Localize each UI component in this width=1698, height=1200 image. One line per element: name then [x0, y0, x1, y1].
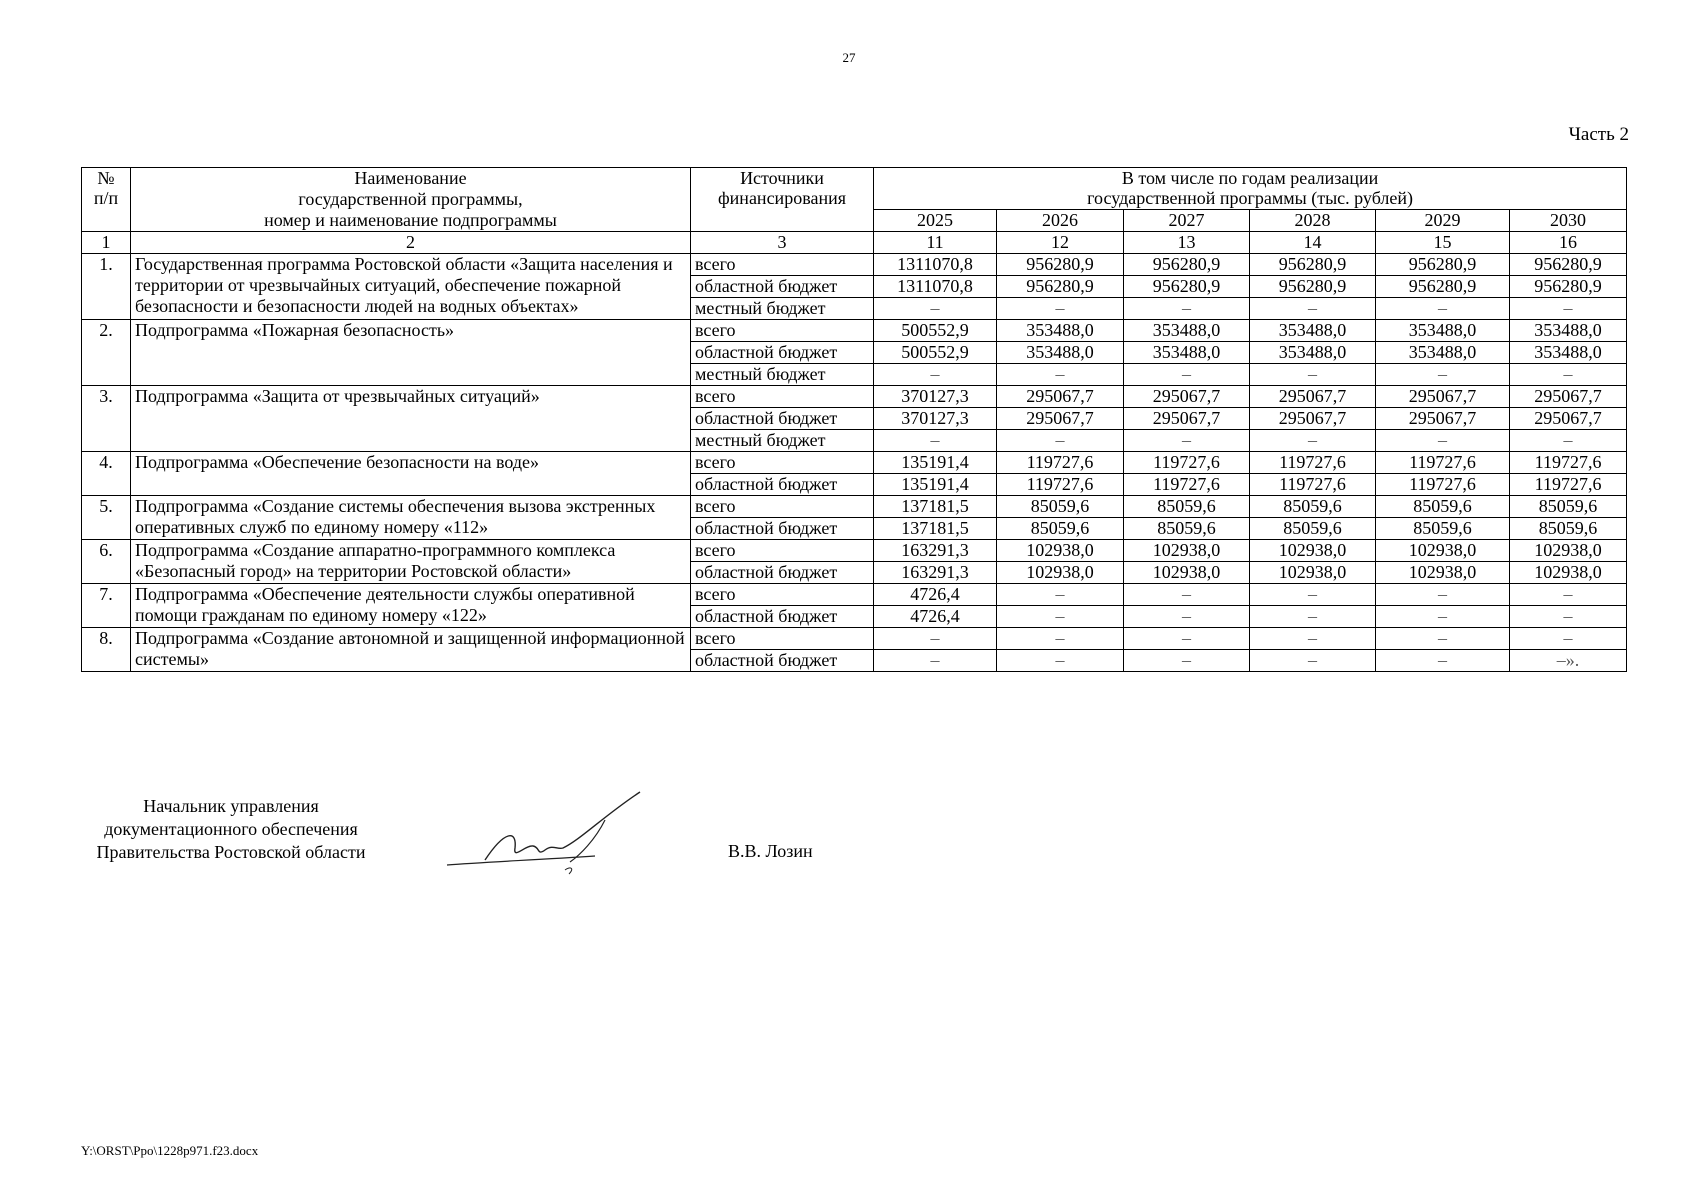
funding-source: всего [691, 320, 874, 342]
year-value: 295067,7 [1250, 386, 1376, 408]
year-value: – [1250, 584, 1376, 606]
year-value: – [997, 430, 1124, 452]
funding-source: областной бюджет [691, 474, 874, 496]
year-value: – [1376, 584, 1510, 606]
year-value: 956280,9 [1124, 254, 1250, 276]
year-value: 956280,9 [1510, 254, 1627, 276]
year-value: 85059,6 [1510, 496, 1627, 518]
year-value: 295067,7 [1124, 386, 1250, 408]
year-value: 353488,0 [1124, 342, 1250, 364]
year-value: – [874, 430, 997, 452]
funding-source: всего [691, 496, 874, 518]
year-value: – [997, 584, 1124, 606]
year-value: – [1510, 430, 1627, 452]
year-value: 500552,9 [874, 342, 997, 364]
year-value: 353488,0 [1376, 342, 1510, 364]
funding-source: всего [691, 386, 874, 408]
table-row [82, 584, 1627, 606]
year-value: – [997, 364, 1124, 386]
header-num: № п/п [82, 168, 131, 232]
year-value: – [1376, 628, 1510, 650]
column-number: 14 [1250, 232, 1376, 254]
year-value: – [874, 650, 997, 672]
year-value: 956280,9 [1124, 276, 1250, 298]
row-number: 6. [82, 540, 131, 584]
header-year: 2026 [997, 209, 1124, 231]
year-value: 85059,6 [1250, 518, 1376, 540]
funding-source: местный бюджет [691, 298, 874, 320]
year-value: – [997, 298, 1124, 320]
year-value: 102938,0 [1510, 562, 1627, 584]
funding-source: местный бюджет [691, 430, 874, 452]
signatory-position: Начальник управления документационного обеспечения Правительства Ростовской области [96, 796, 366, 862]
year-value: 85059,6 [1124, 518, 1250, 540]
year-value: 295067,7 [997, 386, 1124, 408]
header-year: 2029 [1376, 209, 1510, 231]
year-value: 500552,9 [874, 320, 997, 342]
year-value: 956280,9 [1250, 276, 1376, 298]
year-value: 1311070,8 [874, 276, 997, 298]
year-value: – [1250, 650, 1376, 672]
year-value: 353488,0 [1510, 320, 1627, 342]
column-number: 11 [874, 232, 997, 254]
year-value: 119727,6 [1376, 452, 1510, 474]
year-value: 163291,3 [874, 540, 997, 562]
year-value: 102938,0 [1124, 562, 1250, 584]
year-value: – [1250, 628, 1376, 650]
year-value: 135191,4 [874, 474, 997, 496]
year-value: 956280,9 [1510, 276, 1627, 298]
year-value: – [1124, 606, 1250, 628]
year-value: 119727,6 [997, 452, 1124, 474]
year-value: 353488,0 [1250, 320, 1376, 342]
year-value: 102938,0 [1250, 540, 1376, 562]
row-number: 1. [82, 254, 131, 320]
row-number: 3. [82, 386, 131, 452]
year-value: 353488,0 [1250, 342, 1376, 364]
year-value: 85059,6 [997, 518, 1124, 540]
year-value: 102938,0 [1250, 562, 1376, 584]
table-row [82, 496, 1627, 518]
year-value: 1311070,8 [874, 254, 997, 276]
header-source: Источники финансирования [691, 168, 874, 232]
year-value: 102938,0 [1376, 562, 1510, 584]
funding-source: областной бюджет [691, 408, 874, 430]
year-value: 353488,0 [1124, 320, 1250, 342]
column-numbers-row [82, 232, 1627, 254]
year-value: 119727,6 [997, 474, 1124, 496]
program-name: Государственная программа Ростовской области «Защита населения и территории от чрезвычайных ситуаций, обеспечение пожарной безопасности и безопасности людей на водных объектах» [131, 254, 691, 320]
year-value: – [1376, 430, 1510, 452]
year-value: 85059,6 [1250, 496, 1376, 518]
year-value: 119727,6 [1250, 474, 1376, 496]
file-path: Y:\ORST\Ppo\1228p971.f23.docx [81, 1143, 259, 1158]
year-value: 353488,0 [997, 320, 1124, 342]
year-value: 85059,6 [1376, 518, 1510, 540]
year-value: 119727,6 [1124, 474, 1250, 496]
year-value: 102938,0 [1124, 540, 1250, 562]
row-number: 4. [82, 452, 131, 496]
row-number: 5. [82, 496, 131, 540]
handwritten-signature [445, 790, 655, 885]
year-value: 370127,3 [874, 386, 997, 408]
year-value: 956280,9 [997, 254, 1124, 276]
year-value: – [1124, 628, 1250, 650]
year-value: 119727,6 [1510, 474, 1627, 496]
year-value: 956280,9 [1376, 254, 1510, 276]
year-value: – [874, 298, 997, 320]
column-number: 15 [1376, 232, 1510, 254]
program-name: Подпрограмма «Пожарная безопасность» [131, 320, 691, 386]
budget-table [81, 167, 1627, 672]
column-number: 2 [131, 232, 691, 254]
year-value: 370127,3 [874, 408, 997, 430]
header-year: 2027 [1124, 209, 1250, 231]
year-value: 163291,3 [874, 562, 997, 584]
year-value: 4726,4 [874, 584, 997, 606]
year-value: – [1510, 584, 1627, 606]
year-value: –». [1510, 650, 1627, 672]
year-value: 85059,6 [997, 496, 1124, 518]
funding-source: всего [691, 540, 874, 562]
row-number: 2. [82, 320, 131, 386]
funding-source: областной бюджет [691, 276, 874, 298]
year-value: – [874, 364, 997, 386]
year-value: 353488,0 [1510, 342, 1627, 364]
year-value: 956280,9 [1250, 254, 1376, 276]
year-value: – [874, 628, 997, 650]
header-row-1 [82, 168, 1627, 210]
header-name: Наименование государственной программы, номер и наименование подпрограммы [131, 168, 691, 232]
funding-source: областной бюджет [691, 562, 874, 584]
year-value: 295067,7 [1510, 408, 1627, 430]
year-value: – [1510, 606, 1627, 628]
table-body [82, 168, 1627, 672]
header-year: 2028 [1250, 209, 1376, 231]
table-row [82, 540, 1627, 562]
funding-source: всего [691, 452, 874, 474]
year-value: 4726,4 [874, 606, 997, 628]
program-name: Подпрограмма «Создание аппаратно-программного комплекса «Безопасный город» на территории Ростовской области» [131, 540, 691, 584]
year-value: 956280,9 [1376, 276, 1510, 298]
row-number: 8. [82, 628, 131, 672]
year-value: – [1124, 650, 1250, 672]
year-value: 119727,6 [1510, 452, 1627, 474]
year-value: 137181,5 [874, 518, 997, 540]
year-value: – [1124, 298, 1250, 320]
funding-source: всего [691, 254, 874, 276]
signer-name: В.В. Лозин [728, 841, 813, 861]
year-value: – [1376, 364, 1510, 386]
year-value: – [1124, 584, 1250, 606]
funding-source: областной бюджет [691, 342, 874, 364]
year-value: 102938,0 [997, 540, 1124, 562]
year-value: 119727,6 [1124, 452, 1250, 474]
year-value: 85059,6 [1376, 496, 1510, 518]
year-value: 956280,9 [997, 276, 1124, 298]
table-row [82, 452, 1627, 474]
page-number: 27 [842, 50, 856, 65]
year-value: – [997, 650, 1124, 672]
table-row [82, 628, 1627, 650]
year-value: – [1250, 430, 1376, 452]
header-year: 2025 [874, 209, 997, 231]
funding-source: местный бюджет [691, 364, 874, 386]
year-value: – [1250, 298, 1376, 320]
year-value: 353488,0 [997, 342, 1124, 364]
year-value: 102938,0 [1510, 540, 1627, 562]
funding-source: областной бюджет [691, 518, 874, 540]
year-value: 102938,0 [1376, 540, 1510, 562]
year-value: 295067,7 [1250, 408, 1376, 430]
part-label: Часть 2 [1568, 124, 1629, 145]
program-name: Подпрограмма «Создание автономной и защищенной информационной системы» [131, 628, 691, 672]
program-name: Подпрограмма «Обеспечение деятельности службы оперативной помощи гражданам по единому номеру «122» [131, 584, 691, 628]
year-value: 295067,7 [997, 408, 1124, 430]
row-number: 7. [82, 584, 131, 628]
year-value: 137181,5 [874, 496, 997, 518]
year-value: 119727,6 [1250, 452, 1376, 474]
year-value: – [1250, 364, 1376, 386]
year-value: – [997, 606, 1124, 628]
year-value: 295067,7 [1376, 408, 1510, 430]
year-value: 135191,4 [874, 452, 997, 474]
year-value: 295067,7 [1124, 408, 1250, 430]
header-year: 2030 [1510, 209, 1627, 231]
program-name: Подпрограмма «Защита от чрезвычайных ситуаций» [131, 386, 691, 452]
year-value: 85059,6 [1124, 496, 1250, 518]
column-number: 3 [691, 232, 874, 254]
column-number: 16 [1510, 232, 1627, 254]
funding-source: всего [691, 628, 874, 650]
column-number: 12 [997, 232, 1124, 254]
column-number: 13 [1124, 232, 1250, 254]
program-name: Подпрограмма «Создание системы обеспечения вызова экстренных оперативных служб по единому номеру «112» [131, 496, 691, 540]
program-name: Подпрограмма «Обеспечение безопасности на воде» [131, 452, 691, 496]
year-value: – [1510, 628, 1627, 650]
funding-source: областной бюджет [691, 606, 874, 628]
funding-source: всего [691, 584, 874, 606]
year-value: – [1510, 298, 1627, 320]
year-value: 353488,0 [1376, 320, 1510, 342]
year-value: – [997, 628, 1124, 650]
year-value: – [1376, 650, 1510, 672]
year-value: – [1250, 606, 1376, 628]
year-value: – [1376, 298, 1510, 320]
table-row [82, 320, 1627, 342]
year-value: 102938,0 [997, 562, 1124, 584]
year-value: – [1124, 430, 1250, 452]
table-row [82, 254, 1627, 276]
funding-source: областной бюджет [691, 650, 874, 672]
header-years-group: В том числе по годам реализации государственной программы (тыс. рублей) [874, 168, 1627, 210]
year-value: 295067,7 [1510, 386, 1627, 408]
year-value: 295067,7 [1376, 386, 1510, 408]
year-value: – [1124, 364, 1250, 386]
year-value: – [1376, 606, 1510, 628]
year-value: 85059,6 [1510, 518, 1627, 540]
column-number: 1 [82, 232, 131, 254]
year-value: – [1510, 364, 1627, 386]
table-row [82, 386, 1627, 408]
year-value: 119727,6 [1376, 474, 1510, 496]
